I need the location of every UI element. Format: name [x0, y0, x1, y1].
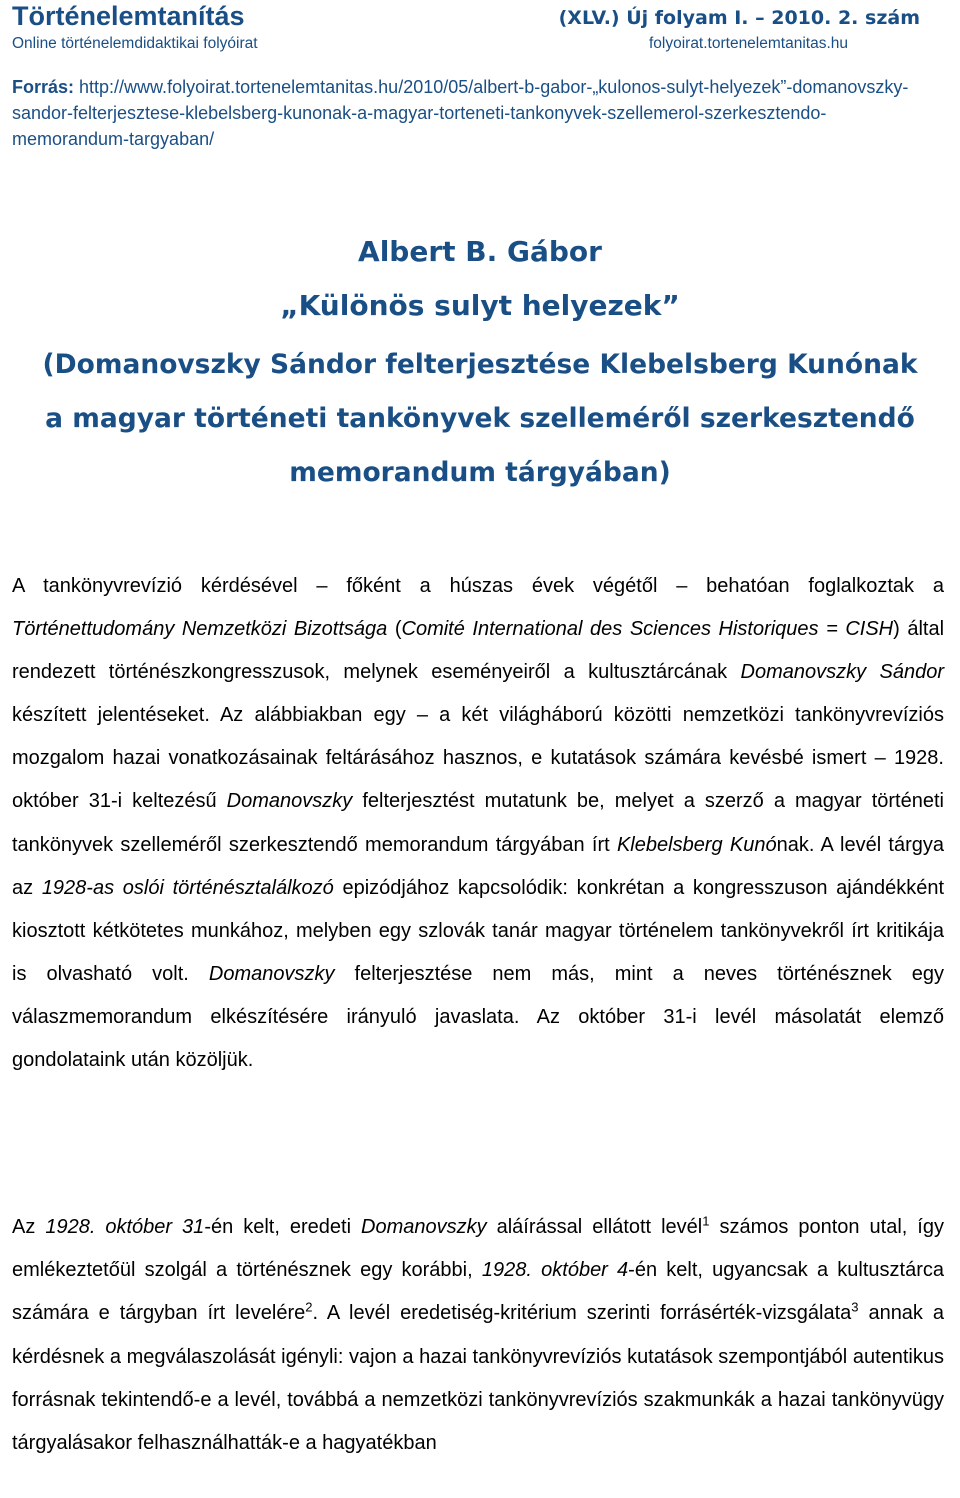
article-subtitle: (Domanovszky Sándor felterjesztése Klebelsberg Kunónak a magyar történeti tankönyvek szelleméről szerkesztendő memorandum tárgyában)	[42, 349, 918, 488]
body-paragraph-1: A tankönyvrevízió kérdésével – főként a húszas évek végétől – behatóan foglalkoztak a Történettudomány Nemzetközi Bizottsága (Comité International des Sciences Historiques = CISH) által rendezett történészkongresszusok, melynek eseményeiről a kultusztárcának Domanovszky Sándor készített jelentéseket. Az alábbiakban egy – a két világháború közötti nemzetközi tankönyvrevíziós mozgalom hazai vonatkozásainak feltárásához hasznos, e kutatások számára kevésbé ismert – 1928. október 31-i keltezésű Domanovszky felterjesztést mutatunk be, melyet a szerző a magyar történeti tankönyvek szelleméről szerkesztendő memorandum tárgyában írt Klebelsberg Kunónak. A levél tárgya az 1928-as oslói történésztalálkozó epizódjához kapcsolódik: konkrétan a kongresszuson ajándékként kiosztott kétkötetes munkához, melyben egy szlovák tanár magyar történelem tankönyvekről írt kritikája is olvasható volt. Domanovszky felterjesztése nem más, mint a neves történésznek egy válaszmemorandum elkészítésére irányuló javaslata. Az október 31-i levél másolatát elemző gondolataink után közöljük.	[12, 575, 945, 1072]
journal-title: Történelemtanítás	[12, 1, 245, 31]
article-title: „Különös sulyt helyezek”	[280, 289, 680, 322]
journal-subtitle: Online történelemdidaktikai folyóirat	[12, 35, 258, 52]
running-header	[12, 0, 946, 56]
source-url-link[interactable]: http://www.folyoirat.tortenelemtanitas.hu/2010/05/albert-b-gabor-„kulonos-sulyt-helyezek”-domanovszky-sandor-felterjesztese-klebelsberg-kunonak-a-magyar-torteneti-tankonyvek-szellemerol-szerkesztendo-memorandum-targyaban/	[12, 77, 909, 149]
article-author: Albert B. Gábor	[358, 235, 602, 268]
footnote-ref-2[interactable]: 2	[305, 1299, 313, 1315]
issue-label: (XLV.) Új folyam I. – 2010. 2. szám	[558, 7, 920, 29]
journal-url[interactable]: folyoirat.tortenelemtanitas.hu	[648, 35, 848, 52]
source-label: Forrás:	[12, 77, 75, 97]
footnote-ref-3[interactable]: 3	[851, 1299, 859, 1315]
source-line	[12, 74, 942, 152]
footnote-ref-1[interactable]: 1	[702, 1213, 710, 1229]
body-paragraph-2: Az 1928. október 31-én kelt, eredeti Domanovszky aláírással ellátott levél$^1$ számos ponton utal, így emlékeztetőül szolgál a történésznek egy korábbi, 1928. október 4-én kelt, ugyancsak a kultusztárca számára e tárgyban írt levelére$^2$. A levél eredetiség-kritérium szerinti forrásérték-vizsgálata$^3$ annak a kérdésnek a megválaszolását igényli: vajon a hazai tankönyvrevíziós kutatások szempontjából autentikus forrásnak tekintendő-e a levél, továbbá a nemzetközi tankönyvrevíziós szakmunkák a hazai tankönyvügy tárgyalásakor felhasználhatták-e a hagyatékban	[12, 1213, 944, 1455]
